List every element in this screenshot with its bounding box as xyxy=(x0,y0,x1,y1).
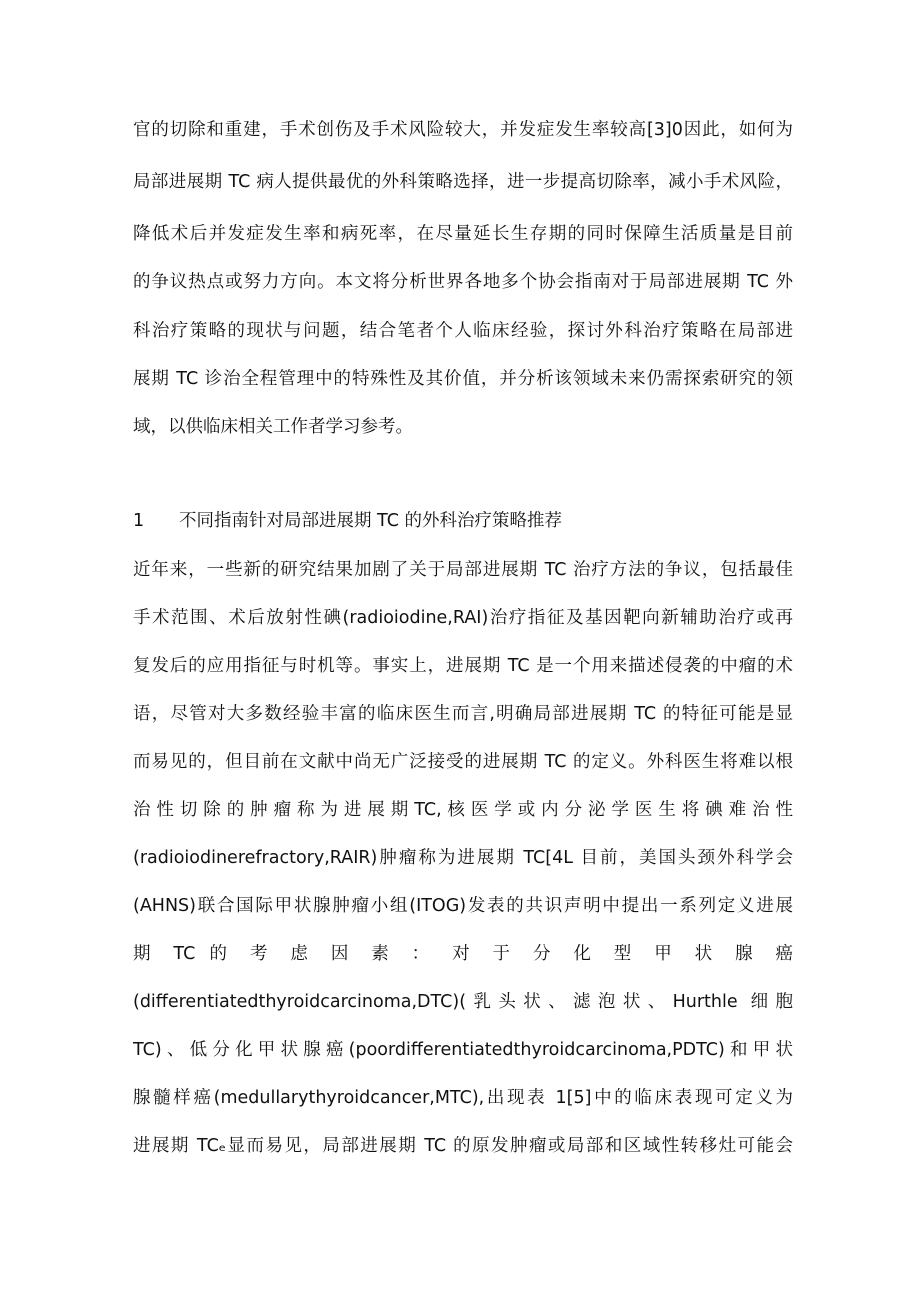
paragraph-1-line-3: 降低术后并发症发生率和病死率，在尽量延长生存期的同时保障生活质量是目前 xyxy=(133,224,793,244)
paragraph-2-line-4: 语，尽管对大多数经验丰富的临床医生而言,明确局部进展期 TC 的特征可能是显 xyxy=(133,704,793,724)
paragraph-1-line-2: 局部进展期 TC 病人提供最优的外科策略选择，进一步提高切除率，减小手术风险， xyxy=(133,172,793,192)
paragraph-2-line-10: (differentiatedthyroidcarcinoma,DTC)(乳头状、滤泡状、Hurthle 细胞 xyxy=(133,992,793,1012)
paragraph-2-line-2: 手术范围、术后放射性碘(radioiodine,RAI)治疗指征及基因靶向新辅助治疗或再 xyxy=(133,608,793,628)
paragraph-2-line-11: TC)、低分化甲状腺癌(poordifferentiatedthyroidcarcinoma,PDTC)和甲状 xyxy=(133,1040,793,1060)
paragraph-2-line-13: 进展期 TCₑ显而易见，局部进展期 TC 的原发肿瘤或局部和区域性转移灶可能会 xyxy=(133,1136,793,1156)
paragraph-2-line-5: 而易见的，但目前在文献中尚无广泛接受的进展期 TC 的定义。外科医生将难以根 xyxy=(133,752,793,772)
paragraph-2-line-12: 腺髓样癌(medullarythyroidcancer,MTC),出现表 1[5]中的临床表现可定义为 xyxy=(133,1088,793,1108)
paragraph-2-line-3: 复发后的应用指征与时机等。事实上，进展期 TC 是一个用来描述侵袭的中瘤的术 xyxy=(133,656,793,676)
paragraph-1-line-1: 官的切除和重建，手术创伤及手术风险较大，并发症发生率较高[3]0因此，如何为 xyxy=(133,120,793,140)
section-heading xyxy=(133,508,793,534)
paragraph-2-line-6: 治 性 切 除 的 肿 瘤 称 为 进 展 期 TC, 核 医 学 或 内 分 泌 学 医 生 将 碘 难 治 性 xyxy=(133,800,793,820)
paragraph-1-line-6: 展期 TC 诊治全程管理中的特殊性及其价值，并分析该领域未来仍需探索研究的领 xyxy=(133,369,793,389)
section-title: 不同指南针对局部进展期 TC 的外科治疗策略推荐 xyxy=(179,511,563,531)
paragraph-1-line-5: 科治疗策略的现状与问题，结合笔者个人临床经验，探讨外科治疗策略在局部进 xyxy=(133,321,793,341)
paragraph-1-line-4: 的争议热点或努力方向。本文将分析世界各地多个协会指南对于局部进展期 TC 外 xyxy=(133,272,793,292)
paragraph-2-line-9: 期 TC 的 考 虑 因 素 ： 对 于 分 化 型 甲 状 腺 癌 xyxy=(133,944,793,964)
paragraph-1-line-7: 域，以供临床相关工作者学习参考。 xyxy=(133,417,413,437)
paragraph-2-line-8: (AHNS)联合国际甲状腺肿瘤小组(ITOG)发表的共识声明中提出一系列定义进展 xyxy=(133,896,793,916)
section-number: 1 xyxy=(133,511,145,531)
paragraph-2-line-7: (radioiodinerefractory,RAIR)肿瘤称为进展期 TC[4L 目前，美国头颈外科学会 xyxy=(133,848,793,868)
paragraph-2-line-1: 近年来，一些新的研究结果加剧了关于局部进展期 TC 治疗方法的争议，包括最佳 xyxy=(133,560,793,580)
